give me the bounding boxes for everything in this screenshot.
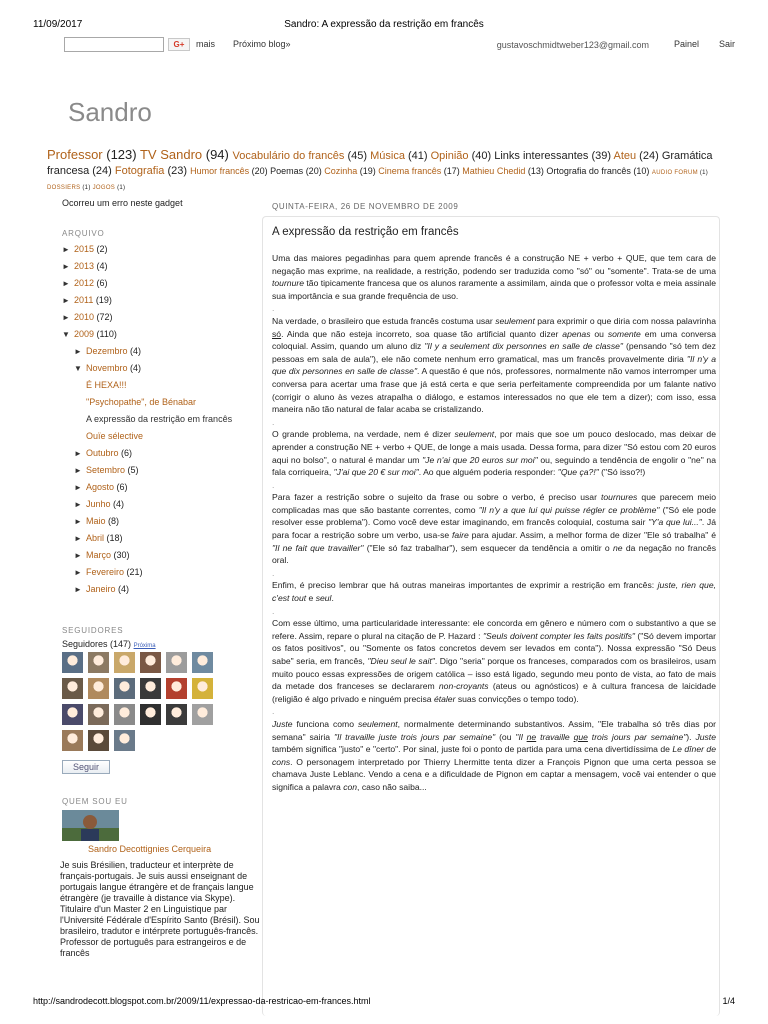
label-link[interactable]: Opinião bbox=[430, 150, 469, 162]
label-item[interactable] bbox=[613, 150, 661, 162]
archive-link[interactable]: Novembro bbox=[86, 363, 128, 373]
label-item[interactable] bbox=[232, 150, 370, 162]
archive-item[interactable] bbox=[62, 292, 262, 309]
label-item[interactable] bbox=[115, 165, 190, 177]
separator-dot: . bbox=[272, 605, 275, 616]
expand-toggle-icon[interactable]: ► bbox=[74, 500, 82, 509]
label-link[interactable]: Fotografia bbox=[114, 165, 165, 177]
archive-count: (72) bbox=[94, 312, 113, 322]
label-item[interactable] bbox=[190, 166, 270, 176]
archive-link[interactable]: A expressão da restrição em francês bbox=[86, 414, 233, 424]
next-blog-link[interactable]: Próximo blog» bbox=[233, 39, 291, 49]
archive-link[interactable]: Outubro bbox=[86, 448, 119, 458]
follower-avatar[interactable] bbox=[114, 652, 135, 673]
archive-count: (18) bbox=[104, 533, 123, 543]
follower-avatar[interactable] bbox=[140, 652, 161, 673]
archive-link[interactable]: Setembro bbox=[86, 465, 126, 475]
archive-link[interactable]: 2009 bbox=[74, 329, 95, 339]
archive-item[interactable] bbox=[62, 275, 262, 292]
label-count: (23) bbox=[164, 165, 191, 177]
navbar-search-input[interactable] bbox=[64, 37, 164, 52]
followers-heading: SEGUIDORES bbox=[62, 626, 124, 635]
sair-link[interactable]: Sair bbox=[718, 39, 735, 49]
archive-link[interactable]: Junho bbox=[86, 499, 111, 509]
print-page-number: 1/4 bbox=[722, 996, 735, 1006]
label-link[interactable]: JOGOS bbox=[92, 185, 116, 191]
archive-item[interactable] bbox=[62, 394, 262, 411]
follower-avatar[interactable] bbox=[166, 678, 187, 699]
label-link[interactable]: TV Sandro bbox=[139, 147, 203, 162]
follower-avatar[interactable] bbox=[62, 678, 83, 699]
followers-next-link[interactable]: Próxima bbox=[133, 643, 156, 649]
archive-count: (6) bbox=[94, 278, 108, 288]
label-count: (45) bbox=[344, 150, 371, 162]
separator-dot: . bbox=[272, 567, 275, 578]
label-count: (24) bbox=[89, 165, 115, 177]
archive-item[interactable] bbox=[62, 258, 262, 275]
archive-item[interactable] bbox=[62, 343, 262, 360]
archive-count: (21) bbox=[124, 567, 143, 577]
label-count: (20) bbox=[303, 166, 325, 176]
label-count: (41) bbox=[404, 150, 431, 162]
expand-toggle-icon[interactable]: ► bbox=[74, 347, 82, 356]
profile-name-link[interactable]: Sandro Decottignies Cerqueira bbox=[88, 844, 212, 854]
label-item[interactable] bbox=[494, 150, 613, 162]
label-link[interactable]: Vocabulário do francês bbox=[232, 150, 345, 162]
label-link[interactable]: Gramática francesa bbox=[47, 150, 713, 177]
post-paragraph: Enfim, é preciso lembrar que há outras maneiras importantes de exprimir a restrição em francês: juste, rien que, c'est tout e seul. bbox=[272, 580, 716, 604]
post-paragraph: Na verdade, o brasileiro que estuda francês costuma usar seulement para exprimir o que diria com nossa palavrinha só. Ainda que não esteja incorreto, soa quase tão artificial quanto dizer apenas ou somente em uma conversa coloquial. Assim, quando um aluno diz "Il y a seulement dix personnes en salle de classe" (pensando "só tem dez pessoas em sala de aula"), ele não comete nenhum erro gramatical, mas um francês provavelmente diria "Il n'y a que dix personnes en salle de classe". A questão é que nós, professores, normalmente não vamos interromper uma conversa para acertar uma frase que já está certa e que seria perfeitamente compreendida por um falante nativo (corrigir o aluno às vezes atrapalha o diálogo, e estamos interessados no que ele tem a dizer); com isso, essa maneira não tão natural de falar acaba se cristalizando. bbox=[272, 315, 717, 415]
archive-link[interactable]: "Psychopathe", de Bénabar bbox=[86, 397, 196, 407]
label-link[interactable]: Cozinha bbox=[324, 166, 358, 176]
separator-dot: . bbox=[272, 303, 275, 314]
post-body bbox=[272, 252, 716, 794]
post-paragraph: Para fazer a restrição sobre o sujeito da frase ou sobre o verbo, é preciso usar tournures que parecem meio complicadas mas que são bastante correntes, como "Il n'y a que lui qui puisse régler ce problème" ("Só ele pode resolver esse problema"). Como você deve estar imaginando, em francês coloquial, costuma sair "Y'a que lui...". Já para focar a restrição sobre um verbo, usa-se faire para ajudar. Assim, a melhor forma de dizer "Ele só trabalha" é "Il ne fait que travailler" ("Ele só faz trabalhar"), sem esquecer da tendência a omitir o ne da negação no francês oral. bbox=[272, 492, 716, 566]
archive-item[interactable] bbox=[62, 547, 262, 564]
post-paragraph: Com esse último, uma particularidade interessante: ele concorda em gênero e número com o substantivo a que se refere. Assim, repare o plural na citação de P. Hazard : "Seuls doivent compter les faits positifs" ("Só devem importar os fatos positivos", ou "Somente os fatos concretos devem ser levados em conta"). Nossa expressão "Só Deus sabe" seria, em francês, "Dieu seul le sait". Digo "seria" porque os franceses, comparados com os brasileiros, usam muito pouco essas expressões de origem católica – isso está ligado, segundo meu ponto de vista, ao fato de mais da metade dos franceses se declararem non-croyants (ateus ou agnósticos) e à cultura francesa de laicidade (religião é algo privado e ninguém precisa étaler suas convicções o tempo todo). bbox=[272, 618, 716, 704]
follower-avatar[interactable] bbox=[192, 652, 213, 673]
follower-avatar[interactable] bbox=[140, 678, 161, 699]
follower-avatar[interactable] bbox=[88, 652, 109, 673]
archive-link[interactable]: 2015 bbox=[74, 244, 95, 254]
archive-item[interactable] bbox=[62, 241, 262, 258]
blogger-navbar bbox=[60, 36, 735, 54]
follower-avatar[interactable] bbox=[114, 704, 135, 725]
label-link[interactable]: Ateu bbox=[613, 150, 637, 162]
post-paragraph: Uma das maiores pegadinhas para quem aprende francês é a construção NE + verbo + QUE, que tem cara de negação mas exprime, na realidade, a restrição, podendo ser traduzida como "só" ou "somente". Trata-se de uma tournure tão tipicamente francesa que os alunos raramente a assimilam, ainda que o professor volta e meia assinale sua importância e sua grande frequência de uso. bbox=[272, 253, 716, 301]
expand-toggle-icon[interactable]: ► bbox=[74, 517, 82, 526]
label-link[interactable]: Poemas bbox=[270, 166, 304, 176]
archive-count: (110) bbox=[94, 329, 117, 339]
label-count: (40) bbox=[468, 150, 495, 162]
post-paragraph: Juste funciona como seulement, normalmente determinando substantivos. Assim, "Ele trabalha só três dias por semana" sairia "Il travaille juste trois jours par semaine" (ou "Il ne travaille que trois jours par semaine"). Juste também significa "justo" e "certo". Por sinal, juste foi o ponto de partida para uma cena divertidíssima de Le dîner de cons. O personagem interpretado por Thierry Lhermitte tenta dizer a François Pignon que uma certa pessoa se chamava Juste Leblanc. Vendo a cena e a dificuldade de Pignon em captar a mensagem, você vai entender o que significa a palavra con, caso não saiba... bbox=[272, 718, 716, 792]
follower-avatar[interactable] bbox=[62, 730, 83, 751]
label-link[interactable]: AUDIO FORUM bbox=[651, 170, 698, 176]
label-count: (1) bbox=[115, 185, 126, 191]
profile-photo[interactable] bbox=[62, 810, 119, 841]
expand-toggle-icon[interactable]: ► bbox=[74, 466, 82, 475]
more-link[interactable]: mais bbox=[196, 39, 216, 49]
archive-count: (4) bbox=[127, 363, 142, 373]
expand-toggle-icon[interactable]: ► bbox=[62, 279, 70, 288]
label-count: (123) bbox=[102, 147, 140, 162]
follower-avatar[interactable] bbox=[114, 730, 135, 751]
archive-link[interactable]: Maio bbox=[86, 516, 106, 526]
about-heading: QUEM SOU EU bbox=[62, 797, 128, 806]
label-link[interactable]: Música bbox=[370, 150, 405, 162]
archive-item[interactable] bbox=[62, 513, 262, 530]
label-count: (20) bbox=[249, 166, 271, 176]
follower-avatar[interactable] bbox=[140, 704, 161, 725]
label-item[interactable] bbox=[546, 166, 652, 176]
label-count: (10) bbox=[630, 166, 652, 176]
expand-toggle-icon[interactable]: ► bbox=[62, 313, 70, 322]
archive-count: (4) bbox=[110, 499, 125, 509]
archive-link[interactable]: Agosto bbox=[86, 482, 115, 492]
print-header bbox=[33, 19, 735, 33]
archive-link[interactable]: 2012 bbox=[74, 278, 95, 288]
follower-avatar[interactable] bbox=[192, 678, 213, 699]
label-link[interactable]: Links interessantes bbox=[494, 150, 589, 162]
followers-grid bbox=[62, 652, 232, 756]
separator-dot: . bbox=[272, 479, 275, 490]
archive-heading: ARQUIVO bbox=[62, 229, 105, 238]
archive-item[interactable] bbox=[62, 479, 262, 496]
gplus-button[interactable]: G+ bbox=[168, 38, 190, 51]
expand-toggle-icon[interactable]: ► bbox=[74, 534, 82, 543]
archive-count: (2) bbox=[94, 244, 108, 254]
label-link[interactable]: Professor bbox=[47, 147, 103, 162]
follower-avatar[interactable] bbox=[62, 652, 83, 673]
archive-item[interactable] bbox=[62, 411, 262, 428]
separator-dot: . bbox=[272, 706, 275, 717]
archive-count: (8) bbox=[105, 516, 120, 526]
followers-count-text: Seguidores (147) bbox=[62, 639, 132, 649]
label-item[interactable] bbox=[140, 147, 233, 162]
follower-avatar[interactable] bbox=[166, 652, 187, 673]
follower-avatar[interactable] bbox=[166, 704, 187, 725]
expand-toggle-icon[interactable]: ► bbox=[74, 568, 82, 577]
label-item[interactable] bbox=[652, 170, 708, 176]
label-link[interactable]: Cinema francês bbox=[378, 166, 442, 176]
archive-item[interactable] bbox=[62, 428, 262, 445]
archive-count: (19) bbox=[93, 295, 112, 305]
expand-toggle-icon[interactable]: ► bbox=[74, 585, 82, 594]
expand-toggle-icon[interactable]: ► bbox=[62, 296, 70, 305]
post-title[interactable]: A expressão da restrição em francês bbox=[272, 226, 459, 238]
expand-toggle-icon[interactable]: ► bbox=[62, 262, 70, 271]
archive-count: (4) bbox=[115, 584, 130, 594]
label-count: (13) bbox=[525, 166, 547, 176]
archive-list bbox=[62, 241, 262, 598]
expand-toggle-icon[interactable]: ► bbox=[74, 449, 82, 458]
archive-count: (6) bbox=[114, 482, 128, 492]
label-item[interactable] bbox=[47, 147, 140, 162]
label-link[interactable]: DOSSIERS bbox=[47, 185, 81, 191]
label-item[interactable] bbox=[324, 166, 378, 176]
label-count: (24) bbox=[636, 150, 662, 162]
label-item[interactable] bbox=[270, 166, 324, 176]
expand-toggle-icon[interactable]: ► bbox=[74, 551, 82, 560]
label-item[interactable] bbox=[47, 185, 93, 191]
label-link[interactable]: Humor francês bbox=[190, 166, 250, 176]
post-date: QUINTA-FEIRA, 26 DE NOVEMBRO DE 2009 bbox=[272, 202, 459, 211]
archive-count: (6) bbox=[118, 448, 133, 458]
archive-link[interactable]: Janeiro bbox=[86, 584, 116, 594]
separator-dot: . bbox=[272, 416, 275, 427]
archive-item[interactable] bbox=[62, 564, 262, 581]
archive-link[interactable]: É HEXA!!! bbox=[86, 380, 127, 390]
archive-item[interactable] bbox=[62, 496, 262, 513]
archive-item[interactable] bbox=[62, 377, 262, 394]
collapse-toggle-icon[interactable]: ▼ bbox=[74, 364, 82, 373]
label-item[interactable] bbox=[370, 150, 431, 162]
follower-avatar[interactable] bbox=[62, 704, 83, 725]
archive-item[interactable] bbox=[62, 445, 262, 462]
archive-item[interactable] bbox=[62, 462, 262, 479]
archive-count: (4) bbox=[94, 261, 108, 271]
followers-count bbox=[62, 639, 156, 649]
archive-count: (30) bbox=[111, 550, 130, 560]
archive-link[interactable]: 2011 bbox=[74, 295, 94, 305]
archive-link[interactable]: Março bbox=[86, 550, 112, 560]
label-count: (1) bbox=[80, 185, 93, 191]
follower-avatar[interactable] bbox=[88, 704, 109, 725]
archive-item[interactable] bbox=[62, 530, 262, 547]
expand-toggle-icon[interactable]: ► bbox=[62, 245, 70, 254]
gadget-error: Ocorreu um erro neste gadget bbox=[62, 198, 183, 208]
archive-link[interactable]: Dezembro bbox=[86, 346, 128, 356]
label-link[interactable]: Mathieu Chedid bbox=[462, 166, 526, 176]
follower-avatar[interactable] bbox=[192, 704, 213, 725]
archive-item[interactable] bbox=[62, 581, 262, 598]
post-paragraph: O grande problema, na verdade, nem é dizer seulement, por mais que soe um pouco deslocado, mas deixar de aprender a construção NE + verbo + QUE, de longe a mais usada. Dessa forma, para dizer "Só estou com 20 euros aqui no bolso", o natural é mandar um "Je n'ai que 20 euros sur moi" ou, seguindo a tendência de engolir o "ne" na fala corriqueira, "J'ai que 20 € sur moi". Ao que alguém poderia responder: "Que ça?!" ("Só isso?!) bbox=[272, 429, 716, 478]
user-email: gustavoschmidtweber123@gmail.com bbox=[496, 40, 649, 50]
label-count: (17) bbox=[441, 166, 463, 176]
archive-link[interactable]: 2010 bbox=[74, 312, 95, 322]
print-title: Sandro: A expressão da restrição em francês bbox=[284, 19, 484, 30]
label-item[interactable] bbox=[431, 150, 495, 162]
label-count: (39) bbox=[588, 150, 614, 162]
archive-link[interactable]: Fevereiro bbox=[86, 567, 125, 577]
label-link[interactable]: Ortografia do francês bbox=[546, 166, 631, 176]
print-date: 11/09/2017 bbox=[33, 19, 83, 30]
archive-item[interactable] bbox=[62, 326, 262, 343]
follow-button[interactable]: Seguir bbox=[62, 760, 110, 774]
follower-avatar[interactable] bbox=[114, 678, 135, 699]
label-item[interactable] bbox=[462, 166, 546, 176]
expand-toggle-icon[interactable]: ► bbox=[74, 483, 82, 492]
label-count: (19) bbox=[357, 166, 379, 176]
archive-count: (4) bbox=[127, 346, 142, 356]
labels-cloud bbox=[47, 148, 724, 195]
label-count: (1) bbox=[697, 170, 709, 176]
archive-link[interactable]: Ouïe sélective bbox=[86, 431, 144, 441]
label-item[interactable] bbox=[93, 185, 126, 191]
archive-item[interactable] bbox=[62, 360, 262, 377]
blog-title[interactable]: Sandro bbox=[68, 97, 152, 127]
archive-count: (5) bbox=[125, 465, 139, 475]
painel-link[interactable]: Painel bbox=[673, 39, 699, 49]
print-url: http://sandrodecott.blogspot.com.br/2009/11/expressao-da-restricao-em-frances.html bbox=[33, 996, 371, 1006]
label-count: (94) bbox=[202, 147, 233, 162]
archive-item[interactable] bbox=[62, 309, 262, 326]
archive-link[interactable]: 2013 bbox=[74, 261, 95, 271]
collapse-toggle-icon[interactable]: ▼ bbox=[62, 330, 70, 339]
label-item[interactable] bbox=[378, 166, 462, 176]
profile-description: Je suis Brésilien, traducteur et interprète de français-portugais. Je suis aussi enseignant de portugais langue étrangère et de français langue étrangère (je travaille à distance via Skype). Titulaire d'un Master 2 en Linguistique par l'Université Fédérale d'Espírito Santo (Brésil). Sou brasileiro, tradutor e intérprete português-francês. Professor de português para estrangeiros e de francês bbox=[60, 860, 260, 958]
follower-avatar[interactable] bbox=[88, 678, 109, 699]
archive-link[interactable]: Abril bbox=[86, 533, 105, 543]
follower-avatar[interactable] bbox=[88, 730, 109, 751]
